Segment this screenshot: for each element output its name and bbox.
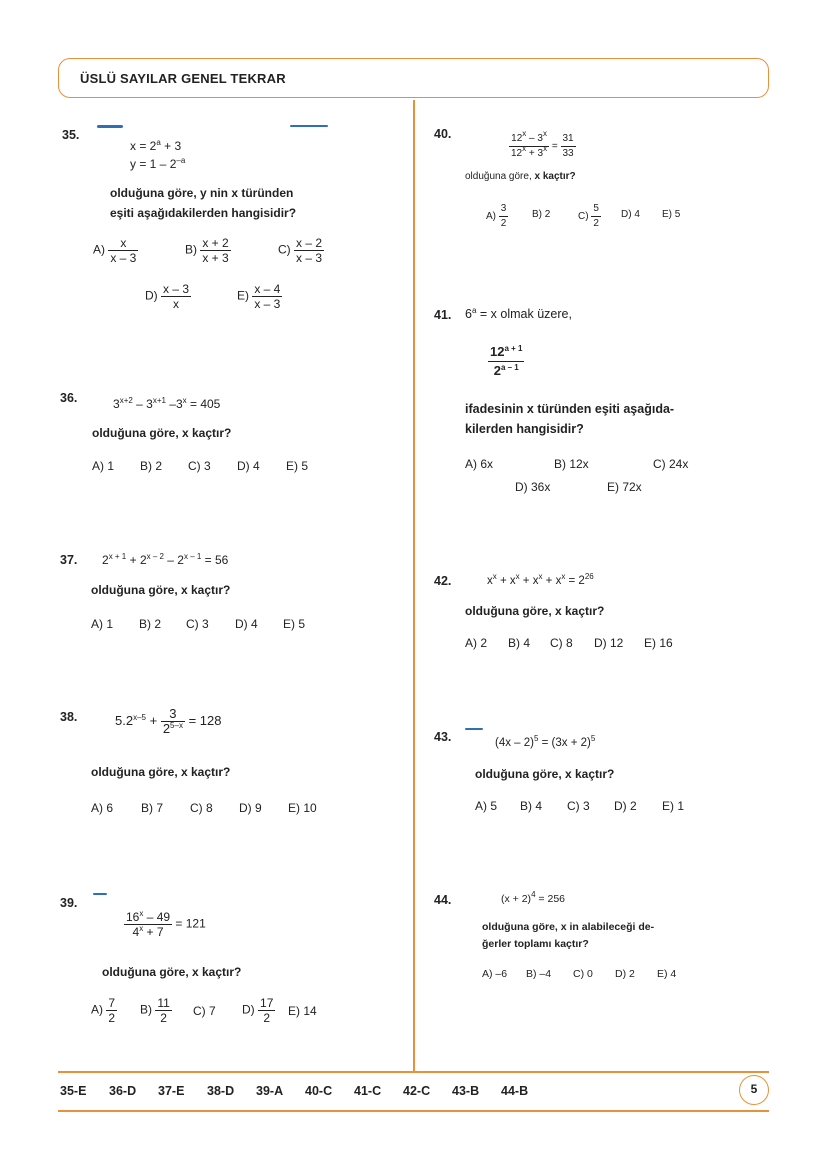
equation: $x^x + x^x + x^x + x^x = 2^{26}$	[487, 572, 594, 587]
answer-option: A) 6	[91, 801, 114, 815]
question-number: 36.	[60, 391, 78, 405]
answer-option: A) $\frac{x}{x - 3}$	[93, 236, 137, 265]
answer-key-item: 42-C	[403, 1084, 431, 1098]
answer-option: C) 8	[190, 801, 213, 815]
question-text: kilerden hangisidir?	[465, 422, 584, 436]
answer-option: D) 4	[621, 209, 640, 220]
answer-option: C) 7	[193, 1004, 216, 1018]
answer-key-item: 43-B	[452, 1084, 480, 1098]
question-text: olduğuna göre, x kaçtır?	[465, 604, 605, 618]
question-number: 38.	[60, 710, 78, 724]
decorative-mark	[290, 125, 328, 127]
question-text: olduğuna göre, x kaçtır?	[465, 171, 576, 182]
equation: $x = 2^a + 3$	[130, 138, 182, 153]
answer-option: E) 5	[286, 459, 309, 473]
equation: $\frac{12^x - 3^x}{12^x + 3^x}$ = $\frac{31}{33}$	[511, 129, 574, 159]
answer-key-item: 39-A	[256, 1084, 284, 1098]
answer-option: B) 12x	[554, 457, 589, 471]
answer-option: C) 3	[567, 799, 590, 813]
question-text: $6^a = x$ olmak üzere,	[465, 306, 572, 321]
answer-option: C) 3	[188, 459, 211, 473]
answer-option: B) $\frac{11}{2}$	[140, 996, 170, 1025]
column-divider	[413, 100, 415, 1072]
answer-option: C) 8	[550, 636, 573, 650]
expression: $\frac{12^{a + 1}}{2^{a - 1}}$	[490, 344, 523, 378]
footer-bottom-line	[58, 1110, 769, 1112]
answer-key-item: 44-B	[501, 1084, 529, 1098]
answer-option: E) 5	[283, 617, 306, 631]
answer-key-item: 38-D	[207, 1084, 235, 1098]
answer-option: D) $\frac{17}{2}$	[242, 996, 274, 1025]
equation: $(4x - 2)^5 = (3x + 2)^5$	[495, 734, 596, 749]
answer-option: E) 4	[657, 968, 677, 980]
answer-key-item: 40-C	[305, 1084, 333, 1098]
answer-option: D) $\frac{x - 3}{x}$	[145, 282, 190, 311]
answer-option: B) 4	[508, 636, 531, 650]
answer-option: E) 5	[662, 209, 681, 220]
question-text: ifadesinin x türünden eşiti aşağıda-	[465, 402, 675, 416]
answer-option: E) 72x	[607, 480, 642, 494]
question-number: 39.	[60, 896, 78, 910]
question-text: olduğuna göre, x in alabileceği de-	[482, 921, 655, 933]
answer-option: A) 6x	[465, 457, 494, 471]
answer-option: A) $\frac{7}{2}$	[91, 996, 116, 1025]
decorative-mark	[93, 893, 107, 895]
answer-option: E) 16	[644, 636, 673, 650]
decorative-mark	[465, 728, 483, 730]
answer-option: B) 2	[532, 209, 551, 220]
page-number: 5	[739, 1075, 769, 1105]
answer-key-item: 36-D	[109, 1084, 137, 1098]
question-number: 42.	[434, 574, 452, 588]
question-text: olduğuna göre, x kaçtır?	[475, 767, 615, 781]
question-number: 40.	[434, 127, 452, 141]
question-text: olduğuna göre, x kaçtır?	[102, 965, 242, 979]
answer-option: B) 4	[520, 799, 543, 813]
answer-option: E) 1	[662, 799, 685, 813]
question-number: 35.	[62, 128, 80, 142]
page-title: ÜSLÜ SAYILAR GENEL TEKRAR	[80, 71, 286, 86]
answer-option: E) 14	[288, 1004, 317, 1018]
answer-option: C) 24x	[653, 457, 689, 471]
decorative-mark	[97, 125, 123, 128]
question-text: olduğuna göre, x kaçtır?	[91, 765, 231, 779]
equation: $(x + 2)^4 = 256$	[501, 890, 566, 905]
answer-option: B) 2	[139, 617, 162, 631]
answer-option: B) 7	[141, 801, 164, 815]
question-number: 43.	[434, 730, 452, 744]
answer-option: A) 5	[475, 799, 498, 813]
answer-option: D) 36x	[515, 480, 551, 494]
answer-key-item: 37-E	[158, 1084, 185, 1098]
question-text: olduğuna göre, x kaçtır?	[92, 426, 232, 440]
question-text: olduğuna göre, x kaçtır?	[91, 583, 231, 597]
footer-top-line	[58, 1071, 769, 1073]
answer-option: D) 4	[235, 617, 258, 631]
question-number: 44.	[434, 893, 452, 907]
answer-option: C) $\frac{5}{2}$	[578, 203, 599, 229]
answer-option: D) 4	[237, 459, 260, 473]
answer-option: A) 1	[91, 617, 114, 631]
answer-key-item: 35-E	[60, 1084, 87, 1098]
equation: $5.2^{x-5}$ + $\frac{3}{2^{5-x}}$ = 128	[115, 706, 222, 736]
question-number: 37.	[60, 553, 78, 567]
question-text: eşiti aşağıdakilerden hangisidir?	[110, 206, 297, 220]
answer-option: E) 10	[288, 801, 317, 815]
answer-option: B) 2	[140, 459, 163, 473]
equation: $y = 1 - 2^{-a}$	[130, 156, 186, 171]
question-text: ğerler toplamı kaçtır?	[482, 938, 589, 950]
answer-option: A) –6	[482, 968, 508, 980]
answer-option: B) –4	[526, 968, 552, 980]
answer-option: D) 12	[594, 636, 624, 650]
answer-option: E) $\frac{x - 4}{x - 3}$	[237, 282, 281, 311]
question-text: olduğuna göre, y nin x türünden	[110, 186, 294, 200]
answer-option: D) 2	[614, 799, 637, 813]
answer-option: D) 2	[615, 968, 635, 980]
equation: $\frac{16^x - 49}{4^x + 7}$ = 121	[126, 909, 206, 939]
answer-option: B) $\frac{x + 2}{x + 3}$	[185, 236, 229, 265]
answer-key-item: 41-C	[354, 1084, 382, 1098]
answer-option: A) 1	[92, 459, 115, 473]
answer-option: A) $\frac{3}{2}$	[486, 203, 507, 229]
answer-option: A) 2	[465, 636, 488, 650]
answer-option: D) 9	[239, 801, 262, 815]
equation: $3^{x+2} - 3^{x+1}$ $-3^x = 405$	[113, 396, 221, 411]
question-number: 41.	[434, 308, 452, 322]
answer-option: C) 0	[573, 968, 593, 980]
answer-option: C) $\frac{x - 2}{x - 3}$	[278, 236, 323, 265]
equation: $2^{x + 1} + 2^{x - 2} - 2^{x - 1} = 56$	[102, 552, 229, 567]
answer-option: C) 3	[186, 617, 209, 631]
